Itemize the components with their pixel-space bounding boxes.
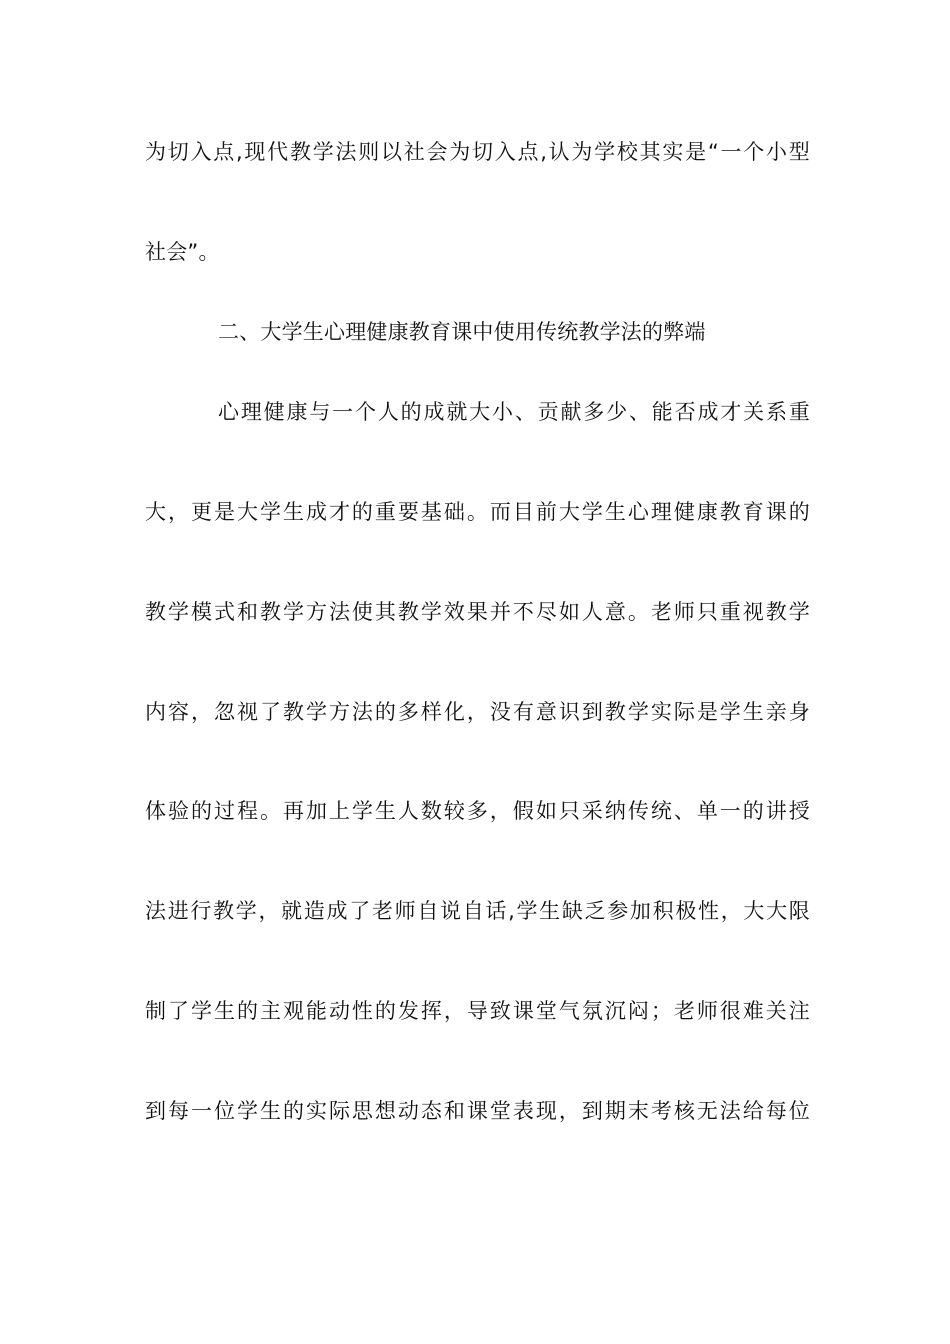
text-line-9: 法进行教学，就造成了老师自说自话,学生缺乏参加积极性，大大限: [145, 899, 810, 923]
text-line-4: 心理健康与一个人的成就大小、贡献多少、能否成才关系重: [218, 400, 810, 424]
text-line-10: 制了学生的主观能动性的发挥，导致课堂气氛沉闷；老师很难关注: [145, 999, 810, 1023]
text-line-8: 体验的过程。再加上学生人数较多，假如只采纳传统、单一的讲授: [145, 799, 810, 823]
text-line-7: 内容，忽视了教学方法的多样化，没有意识到教学实际是学生亲身: [145, 700, 810, 724]
text-line-5: 大，更是大学生成才的重要基础。而目前大学生心理健康教育课的: [145, 500, 810, 524]
text-line-2: 社会”。: [145, 240, 220, 264]
section-heading: 二、大学生心理健康教育课中使用传统教学法的弊端: [218, 320, 706, 344]
text-line-11: 到每一位学生的实际思想动态和课堂表现，到期末考核无法给每位: [145, 1099, 810, 1123]
text-line-6: 教学模式和教学方法使其教学效果并不尽如人意。老师只重视教学: [145, 600, 810, 624]
text-line-1: 为切入点,现代教学法则以社会为切入点,认为学校其实是“一个小型: [145, 140, 810, 164]
